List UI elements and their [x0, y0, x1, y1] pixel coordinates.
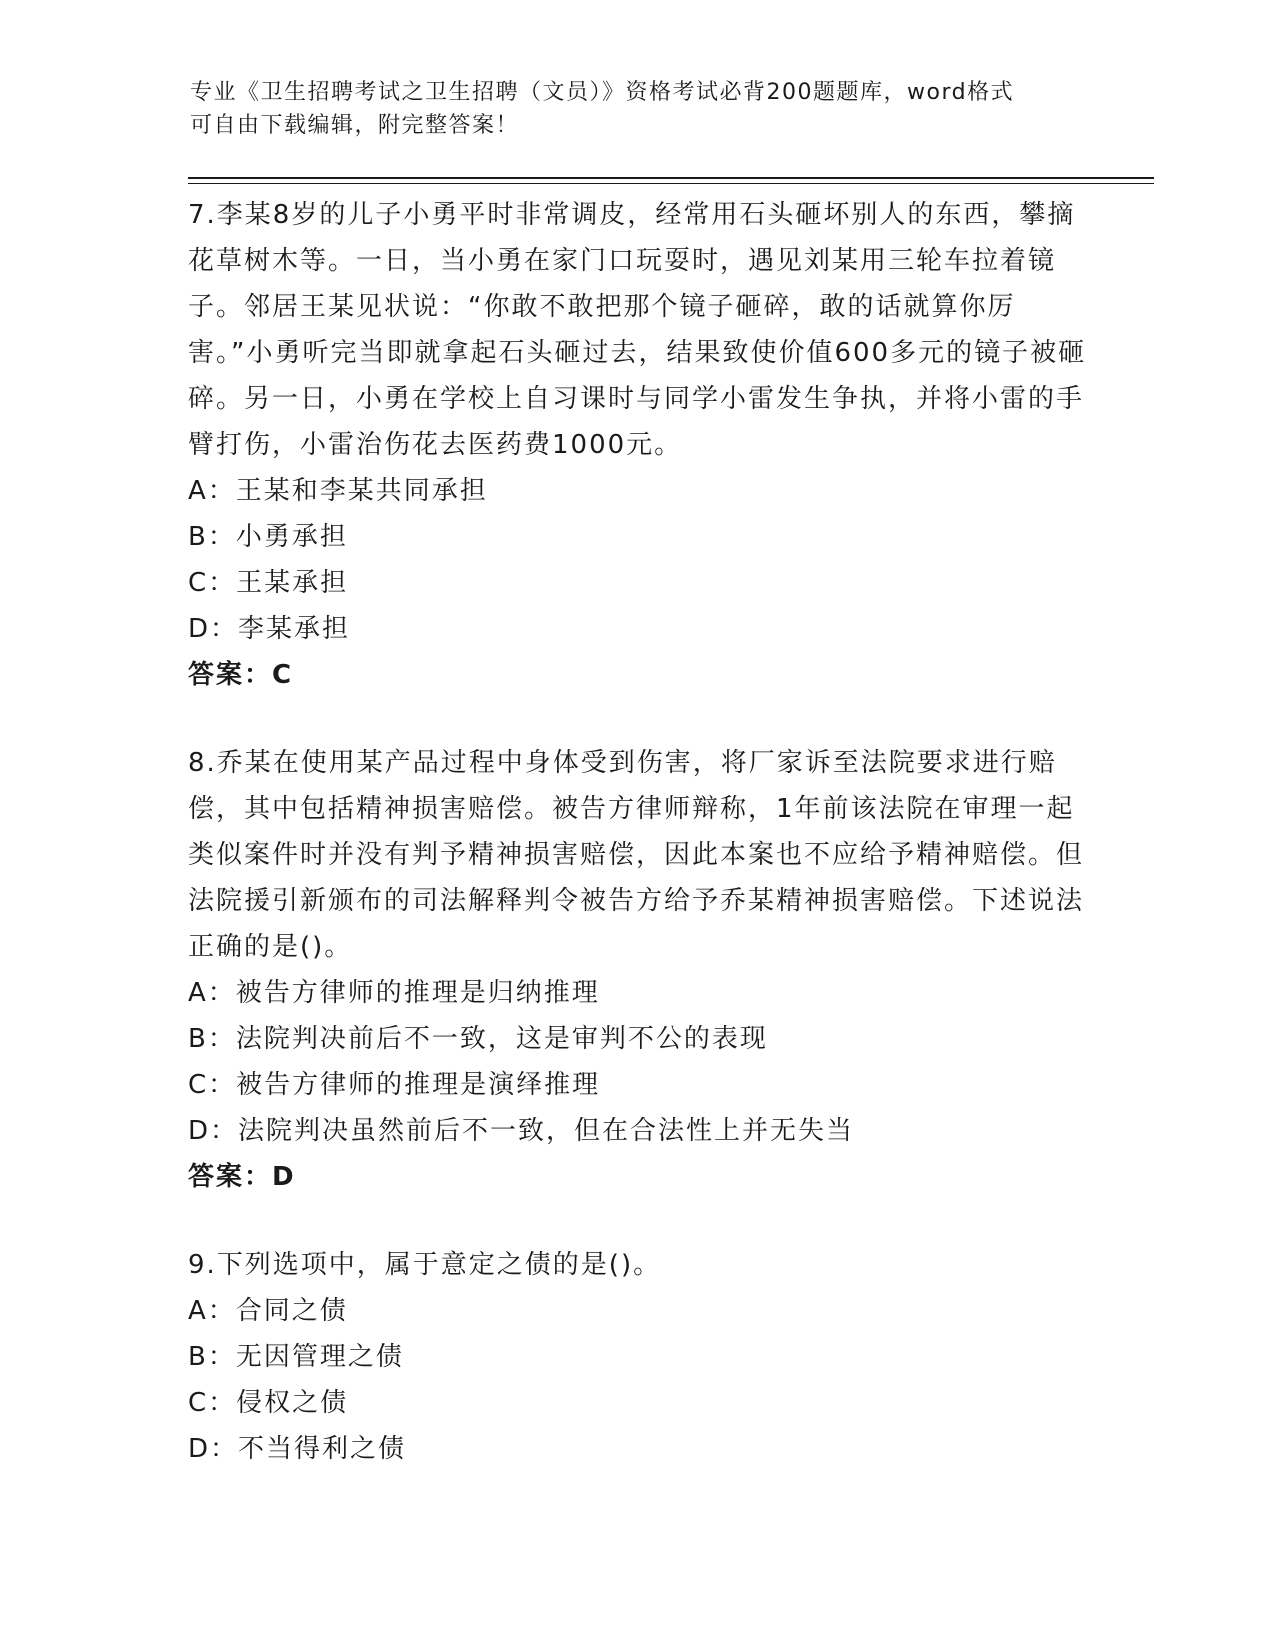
option-b: B：法院判决前后不一致，这是审判不公的表现: [188, 1024, 768, 1054]
option-a: A：被告方律师的推理是归纳推理: [188, 978, 600, 1008]
answer-text: 答案：D: [188, 1162, 296, 1192]
header-line-2: 可自由下载编辑，附完整答案！: [190, 113, 520, 138]
question-9: [188, 1242, 1088, 1472]
option-c: C：王某承担: [188, 568, 349, 598]
question-stem: 7.李某8岁的儿子小勇平时非常调皮，经常用石头砸坏别人的东西，攀摘花草树木等。一日，当小勇在家门口玩耍时，遇见刘某用三轮车拉着镜子。邻居王某见状说：“你敢不敢把那个镜子砸碎，敢的话就算你厉害。”小勇听完当即就拿起石头砸过去，结果致使价值600多元的镜子被砸碎。另一日，小勇在学校上自习课时与同学小雷发生争执，并将小雷的手臂打伤，小雷治伤花去医药费1000元。: [188, 200, 1087, 460]
option-c: C：侵权之债: [188, 1388, 349, 1418]
header-rule-thin: [188, 183, 1154, 184]
option-b: B：小勇承担: [188, 522, 348, 552]
question-gap: [188, 1200, 1088, 1242]
question-8: [188, 740, 1088, 1200]
option-b: B：无因管理之债: [188, 1342, 404, 1372]
question-stem: 8.乔某在使用某产品过程中身体受到伤害，将厂家诉至法院要求进行赔偿，其中包括精神损害赔偿。被告方律师辩称，1年前该法院在审理一起类似案件时并没有判予精神损害赔偿，因此本案也不应给予精神赔偿。但法院援引新颁布的司法解释判令被告方给予乔某精神损害赔偿。下述说法正确的是()。: [188, 748, 1085, 962]
question-gap: [188, 698, 1088, 740]
option-a: A：合同之债: [188, 1296, 348, 1326]
option-d: D：法院判决虽然前后不一致，但在合法性上并无失当: [188, 1116, 855, 1146]
option-d: D：不当得利之债: [188, 1434, 407, 1464]
header-line-1: 专业《卫生招聘考试之卫生招聘（文员）》资格考试必背200题题库，word格式: [190, 80, 1015, 105]
document-header: [190, 76, 1090, 142]
question-7: [188, 192, 1088, 698]
header-rule-thick: [188, 177, 1154, 179]
option-d: D：李某承担: [188, 614, 351, 644]
answer-text: 答案：C: [188, 660, 294, 690]
option-c: C：被告方律师的推理是演绎推理: [188, 1070, 601, 1100]
option-a: A：王某和李某共同承担: [188, 476, 488, 506]
question-stem: 9.下列选项中，属于意定之债的是()。: [188, 1250, 662, 1280]
question-list: [188, 192, 1088, 1472]
